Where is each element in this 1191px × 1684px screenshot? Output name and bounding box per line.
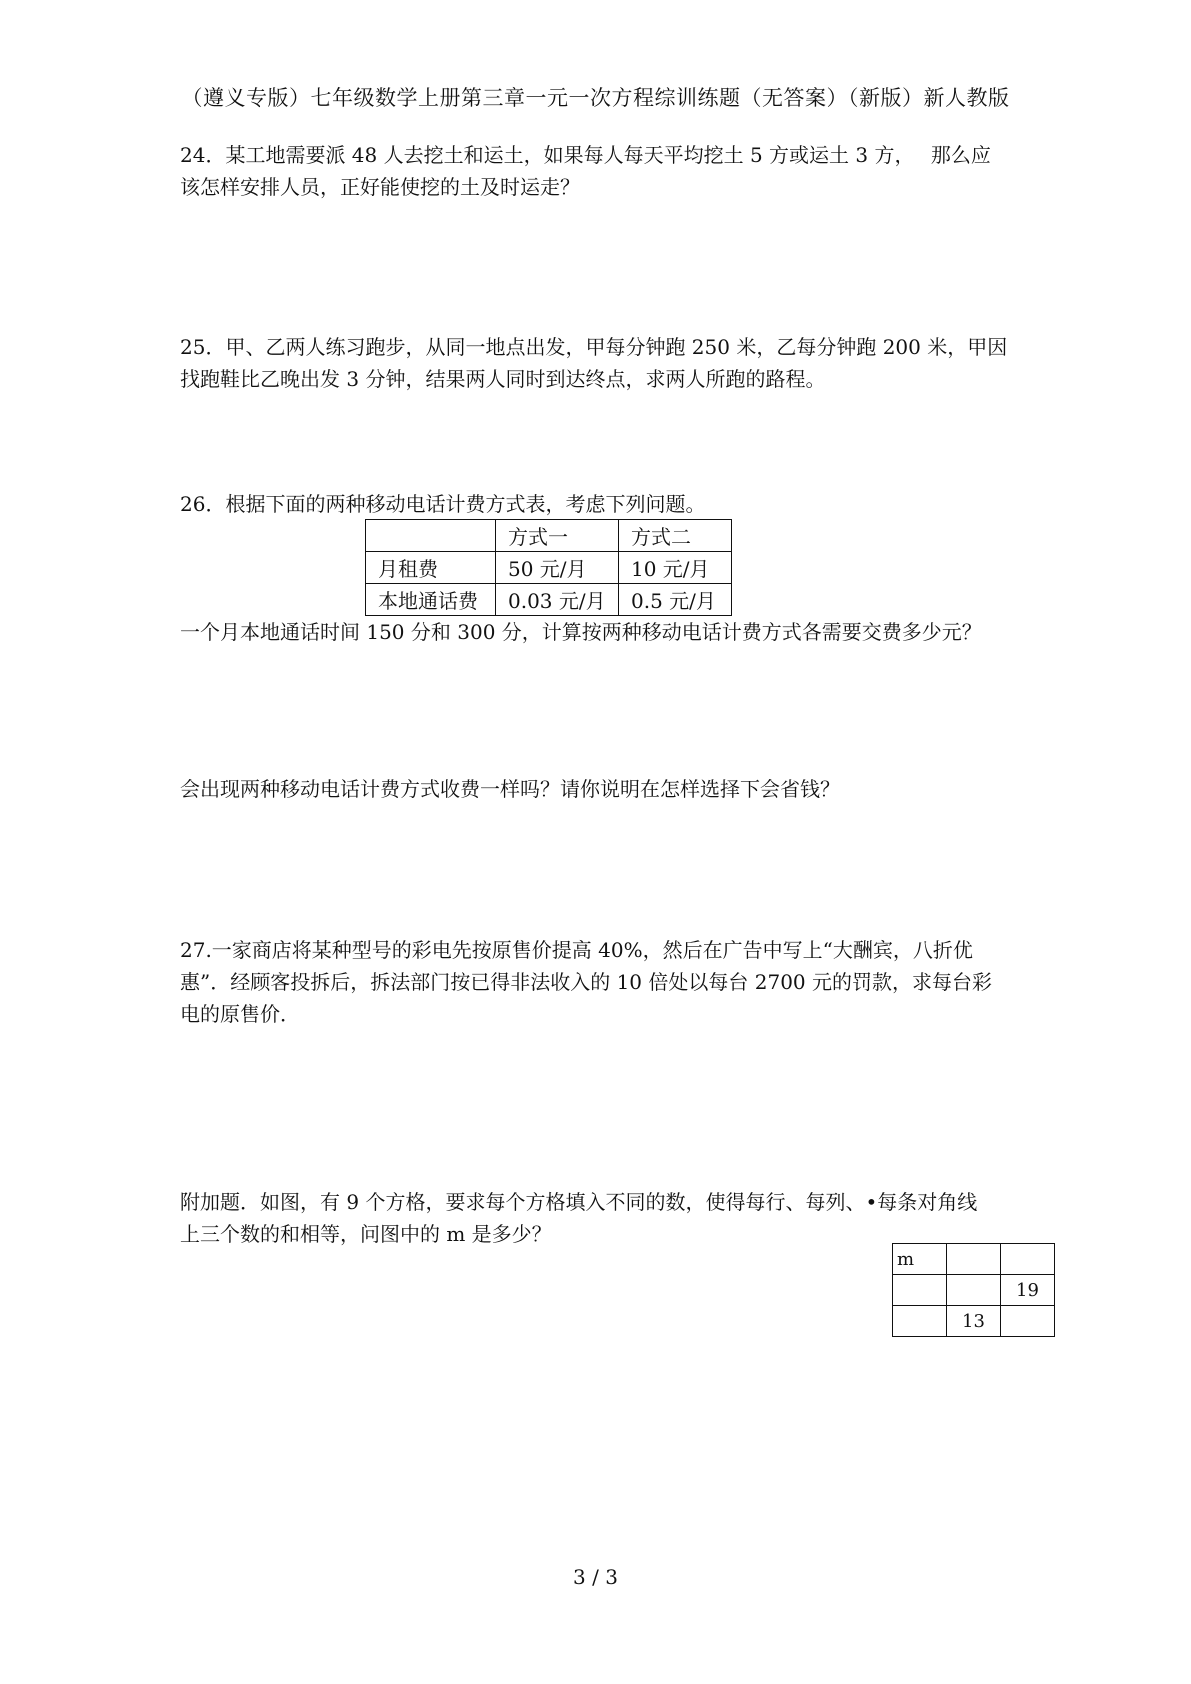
fee-table-cell: 0.03 元/月 [496, 584, 619, 616]
grid-cell [947, 1244, 1001, 1275]
document-header: （遵义专版）七年级数学上册第三章一元一次方程综训练题（无答案）（新版）新人教版 [181, 86, 1010, 110]
grid-cell: 19 [1001, 1275, 1055, 1306]
grid-cell [893, 1275, 947, 1306]
magic-square-grid [892, 1243, 1055, 1337]
grid-cell [947, 1275, 1001, 1306]
question-26-intro-text: 26．根据下面的两种移动电话计费方式表，考虑下列问题。 [180, 492, 706, 516]
fee-table-cell: 10 元/月 [619, 552, 732, 584]
fee-table-cell: 0.5 元/月 [619, 584, 732, 616]
question-25-line-2: 找跑鞋比乙晚出发 3 分钟，结果两人同时到达终点，求两人所跑的路程。 [180, 367, 826, 391]
grid-cell [893, 1306, 947, 1337]
fee-table-header-row [366, 520, 732, 552]
grid-cell: 13 [947, 1306, 1001, 1337]
question-27-line-1: 27.一家商店将某种型号的彩电先按原售价提高 40%，然后在广告中写上“大酬宾，八折优 [180, 938, 973, 962]
question-27 [180, 934, 1020, 1030]
bonus-question-line-1: 附加题．如图，有 9 个方格，要求每个方格填入不同的数，使得每行、每列、•每条对角线 [180, 1190, 978, 1214]
fee-table-header-cell: 方式一 [496, 520, 619, 552]
question-26-sub-2-text: 会出现两种移动电话计费方式收费一样吗？请你说明在怎样选择下会省钱？ [180, 777, 840, 801]
bonus-question [180, 1186, 1020, 1250]
question-24-line-1: 24．某工地需要派 48 人去挖土和运土，如果每人每天平均挖土 5 方或运土 3 方， 那么应 [180, 143, 991, 167]
bonus-question-line-2: 上三个数的和相等，问图中的 m 是多少？ [180, 1222, 552, 1246]
fee-table-cell: 50 元/月 [496, 552, 619, 584]
grid-cell [1001, 1244, 1055, 1275]
question-26-sub-1-text: 一个月本地通话时间 150 分和 300 分，计算按两种移动电话计费方式各需要交费多少元？ [180, 620, 982, 644]
grid-cell [1001, 1306, 1055, 1337]
page-number: 3 / 3 [573, 1565, 618, 1589]
fee-table-row [366, 584, 732, 616]
fee-table-header-cell [366, 520, 496, 552]
fee-table [365, 519, 732, 616]
fee-table-cell: 月租费 [366, 552, 496, 584]
fee-table-cell: 本地通话费 [366, 584, 496, 616]
question-25 [180, 331, 1020, 395]
question-26-intro [180, 488, 1020, 520]
question-24 [180, 139, 1020, 203]
question-27-line-3: 电的原售价． [180, 1002, 300, 1026]
grid-cell: m [893, 1244, 947, 1275]
fee-table-row [366, 552, 732, 584]
question-26-sub-1 [180, 616, 1020, 648]
question-27-line-2: 惠”．经顾客投拆后，拆法部门按已得非法收入的 10 倍处以每台 2700 元的罚款，求每台彩 [180, 970, 993, 994]
question-24-line-2: 该怎样安排人员，正好能使挖的土及时运走？ [180, 175, 580, 199]
question-26-sub-2 [180, 773, 1020, 805]
grid-row [893, 1306, 1055, 1337]
grid-row [893, 1275, 1055, 1306]
question-25-line-1: 25．甲、乙两人练习跑步，从同一地点出发，甲每分钟跑 250 米，乙每分钟跑 200 米，甲因 [180, 335, 1008, 359]
fee-table-header-cell: 方式二 [619, 520, 732, 552]
grid-row [893, 1244, 1055, 1275]
